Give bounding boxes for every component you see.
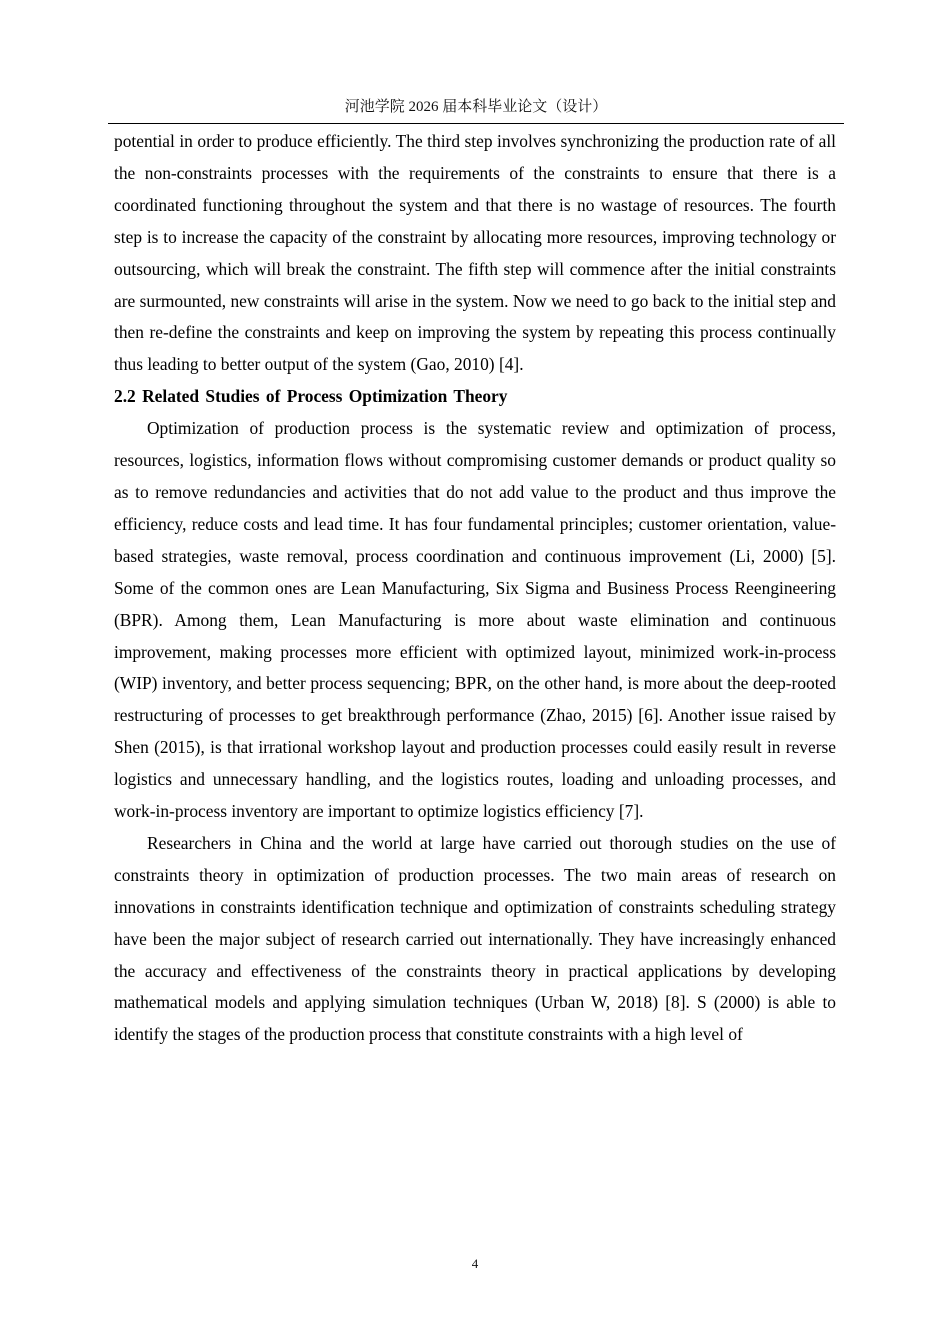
- paragraph: Researchers in China and the world at large have carried out thorough studies on the use of constraints theory in optimization of production processes. The two main areas of research on innovations in constraints identification technique and optimization of constraints scheduling strategy have been the major subject of research carried out internationally. They have increasingly enhanced the accuracy and effectiveness of the constraints theory in practical applications by developing mathematical models and applying simulation techniques (Urban W, 2018) [8]. S (2000) is able to identify the stages of the production process that constitute constraints with a high level of: [114, 832, 836, 1045]
- page-number: 4: [471, 1256, 479, 1271]
- section-heading: 2.2 Related Studies of Process Optimization Theory: [114, 386, 508, 407]
- running-header: 河池学院 2026 届本科毕业论文（设计）: [344, 99, 608, 115]
- paragraph: Optimization of production process is the systematic review and optimization of process, resources, logistics, information flows without compromising customer demands or product quality so as to remove redundancies and activities that do not add value to the product and thus improve the efficiency, reduce costs and lead time. It has four fundamental principles; customer orientation, value-based strategies, waste removal, process coordination and continuous improvement (Li, 2000) [5]. Some of the common ones are Lean Manufacturing, Six Sigma and Business Process Reengineering (BPR). Among them, Lean Manufacturing is more about waste elimination and continuous improvement, making processes more efficient with optimized layout, minimized work-in-process (WIP) inventory, and better process sequencing; BPR, on the other hand, is more about the deep-rooted restructuring of processes to get breakthrough performance (Zhao, 2015) [6]. Another issue raised by Shen (2015), is that irrational workshop layout and production processes could easily result in reverse logistics and unnecessary handling, and the logistics routes, loading and unloading processes, and work-in-process inventory are important to optimize logistics efficiency [7].: [114, 418, 836, 822]
- header-divider: [108, 123, 844, 124]
- paragraph: potential in order to produce efficiently. The third step involves synchronizing the production rate of all the non-constraints processes with the requirements of the constraints to ensure that there is a coordinated functioning throughout the system and that there is no wastage of resources. The fourth step is to increase the capacity of the constraint by allocating more resources, improving technology or outsourcing, which will break the constraint. The fifth step will commence after the initial constraints are surmounted, new constraints will arise in the system. Now we need to go back to the initial step and then re-define the constraints and keep on improving the system by repeating this process continually thus leading to better output of the system (Gao, 2010) [4].: [114, 131, 836, 375]
- body-text: [114, 126, 836, 1051]
